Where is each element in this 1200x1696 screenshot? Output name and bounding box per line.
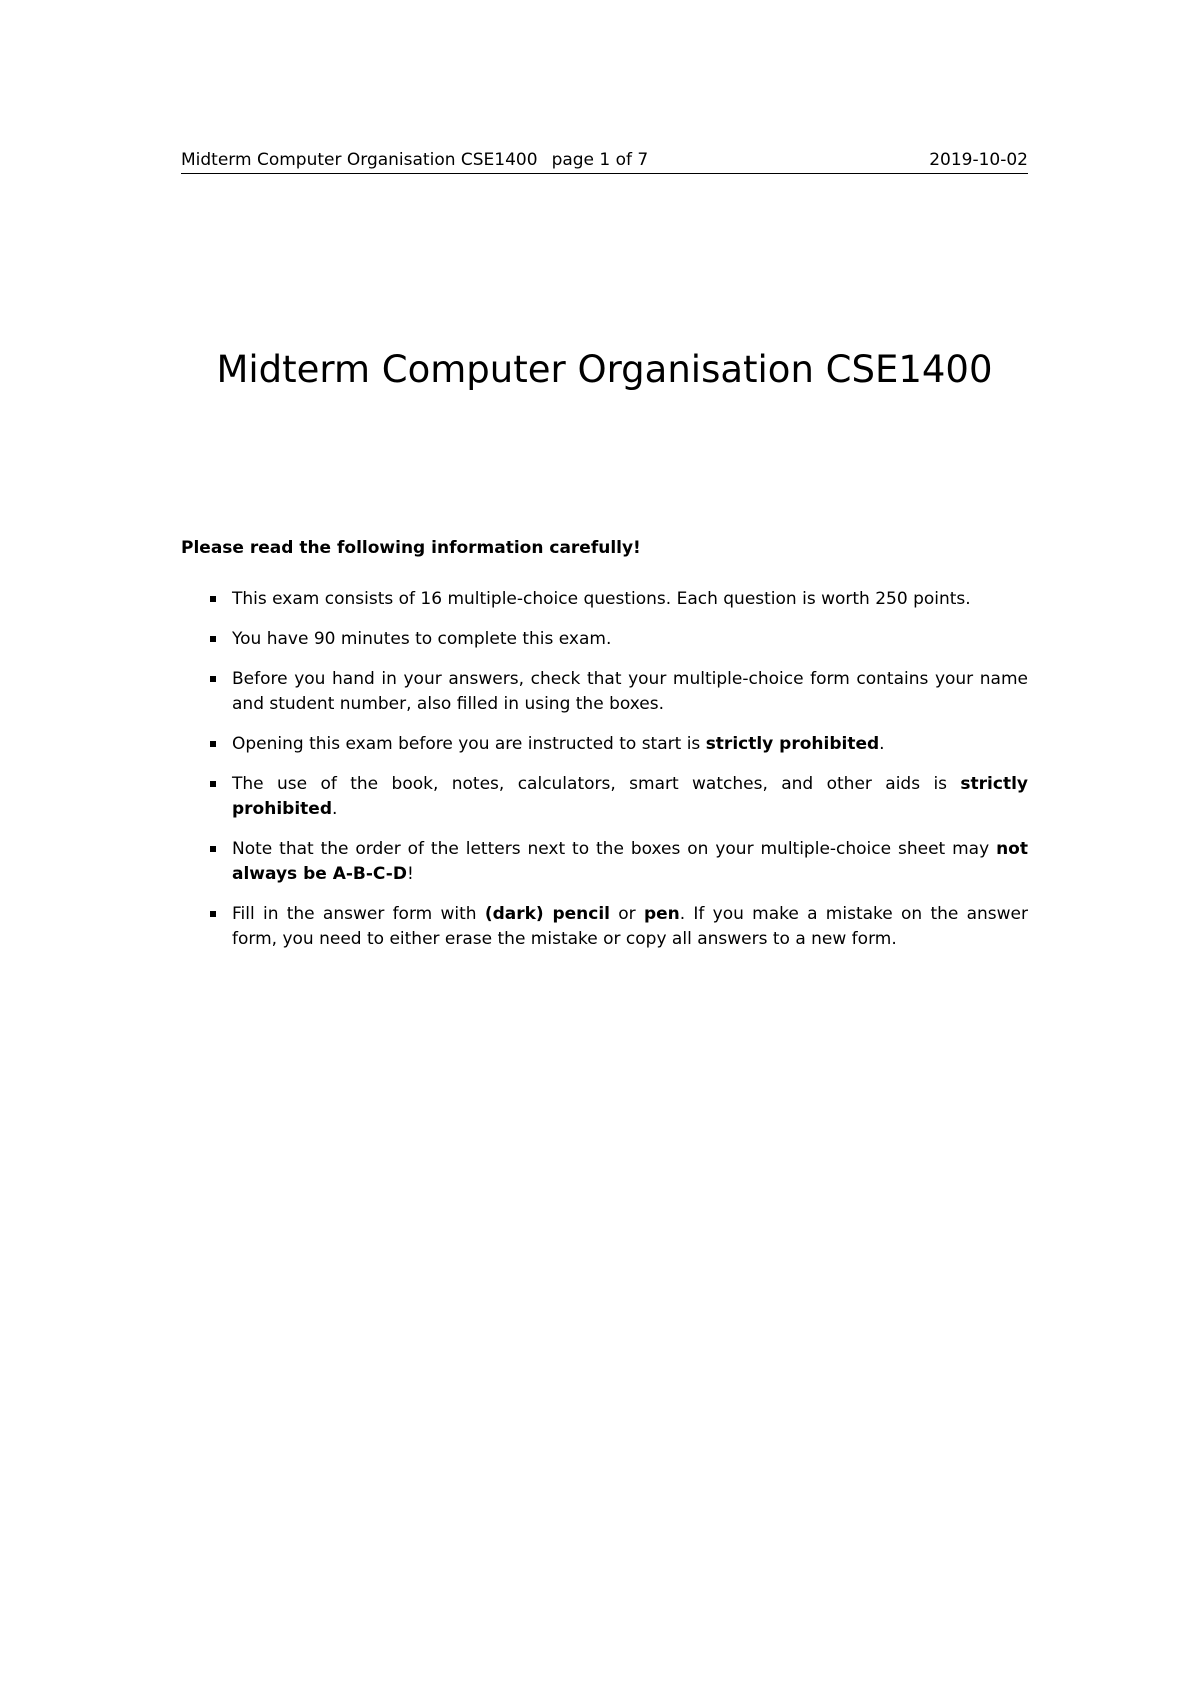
instruction-text: Opening this exam before you are instructed to start is bbox=[232, 734, 706, 754]
instruction-text: The use of the book, notes, calculators, smart watches, and other aids is bbox=[232, 774, 961, 794]
instruction-text: This exam consists of 16 multiple-choice questions. Each question is worth 250 points. bbox=[232, 589, 971, 609]
instruction-item bbox=[181, 587, 1028, 612]
bullet-icon bbox=[210, 636, 216, 642]
instruction-item bbox=[181, 732, 1028, 757]
exam-title: Midterm Computer Organisation CSE1400 bbox=[216, 348, 993, 391]
instruction-item bbox=[181, 667, 1028, 717]
instruction-item bbox=[181, 902, 1028, 952]
bullet-icon bbox=[210, 781, 216, 787]
header-left bbox=[181, 150, 648, 170]
instruction-text: or bbox=[610, 904, 644, 924]
bullet-icon bbox=[210, 741, 216, 747]
running-header bbox=[181, 149, 1028, 174]
instructions-list bbox=[181, 587, 1028, 967]
instruction-text: Before you hand in your answers, check that your multiple-choice form contains your name and student number, also filled in using the boxes. bbox=[232, 669, 1028, 714]
instruction-item bbox=[181, 772, 1028, 822]
bullet-icon bbox=[210, 676, 216, 682]
instruction-text: You have 90 minutes to complete this exam. bbox=[232, 629, 612, 649]
bullet-icon bbox=[210, 911, 216, 917]
bullet-icon bbox=[210, 596, 216, 602]
instruction-text: . bbox=[331, 799, 338, 819]
bullet-icon bbox=[210, 846, 216, 852]
instruction-text: Note that the order of the letters next to the boxes on your multiple-choice sheet may bbox=[232, 839, 997, 859]
instruction-item bbox=[181, 627, 1028, 652]
header-page-info: page 1 of 7 bbox=[551, 150, 649, 170]
instruction-emphasis: (dark) pencil bbox=[484, 904, 610, 924]
instruction-item bbox=[181, 837, 1028, 887]
instruction-text: . If you make a mistake on the answer form, you need to either erase the mistake or copy all answers to a new form. bbox=[232, 904, 1029, 949]
instruction-emphasis: pen bbox=[643, 904, 680, 924]
instruction-text: ! bbox=[406, 864, 414, 884]
instruction-emphasis: strictly prohibited bbox=[232, 774, 1028, 819]
header-date: 2019-10-02 bbox=[929, 150, 1028, 170]
notice-heading: Please read the following information carefully! bbox=[181, 538, 641, 558]
instruction-emphasis: not always be A-B-C-D bbox=[232, 839, 1028, 884]
instruction-emphasis: strictly prohibited bbox=[705, 734, 880, 754]
instruction-text: . bbox=[879, 734, 885, 754]
header-course: Midterm Computer Organisation CSE1400 bbox=[181, 150, 538, 170]
instruction-text: Fill in the answer form with bbox=[232, 904, 485, 924]
